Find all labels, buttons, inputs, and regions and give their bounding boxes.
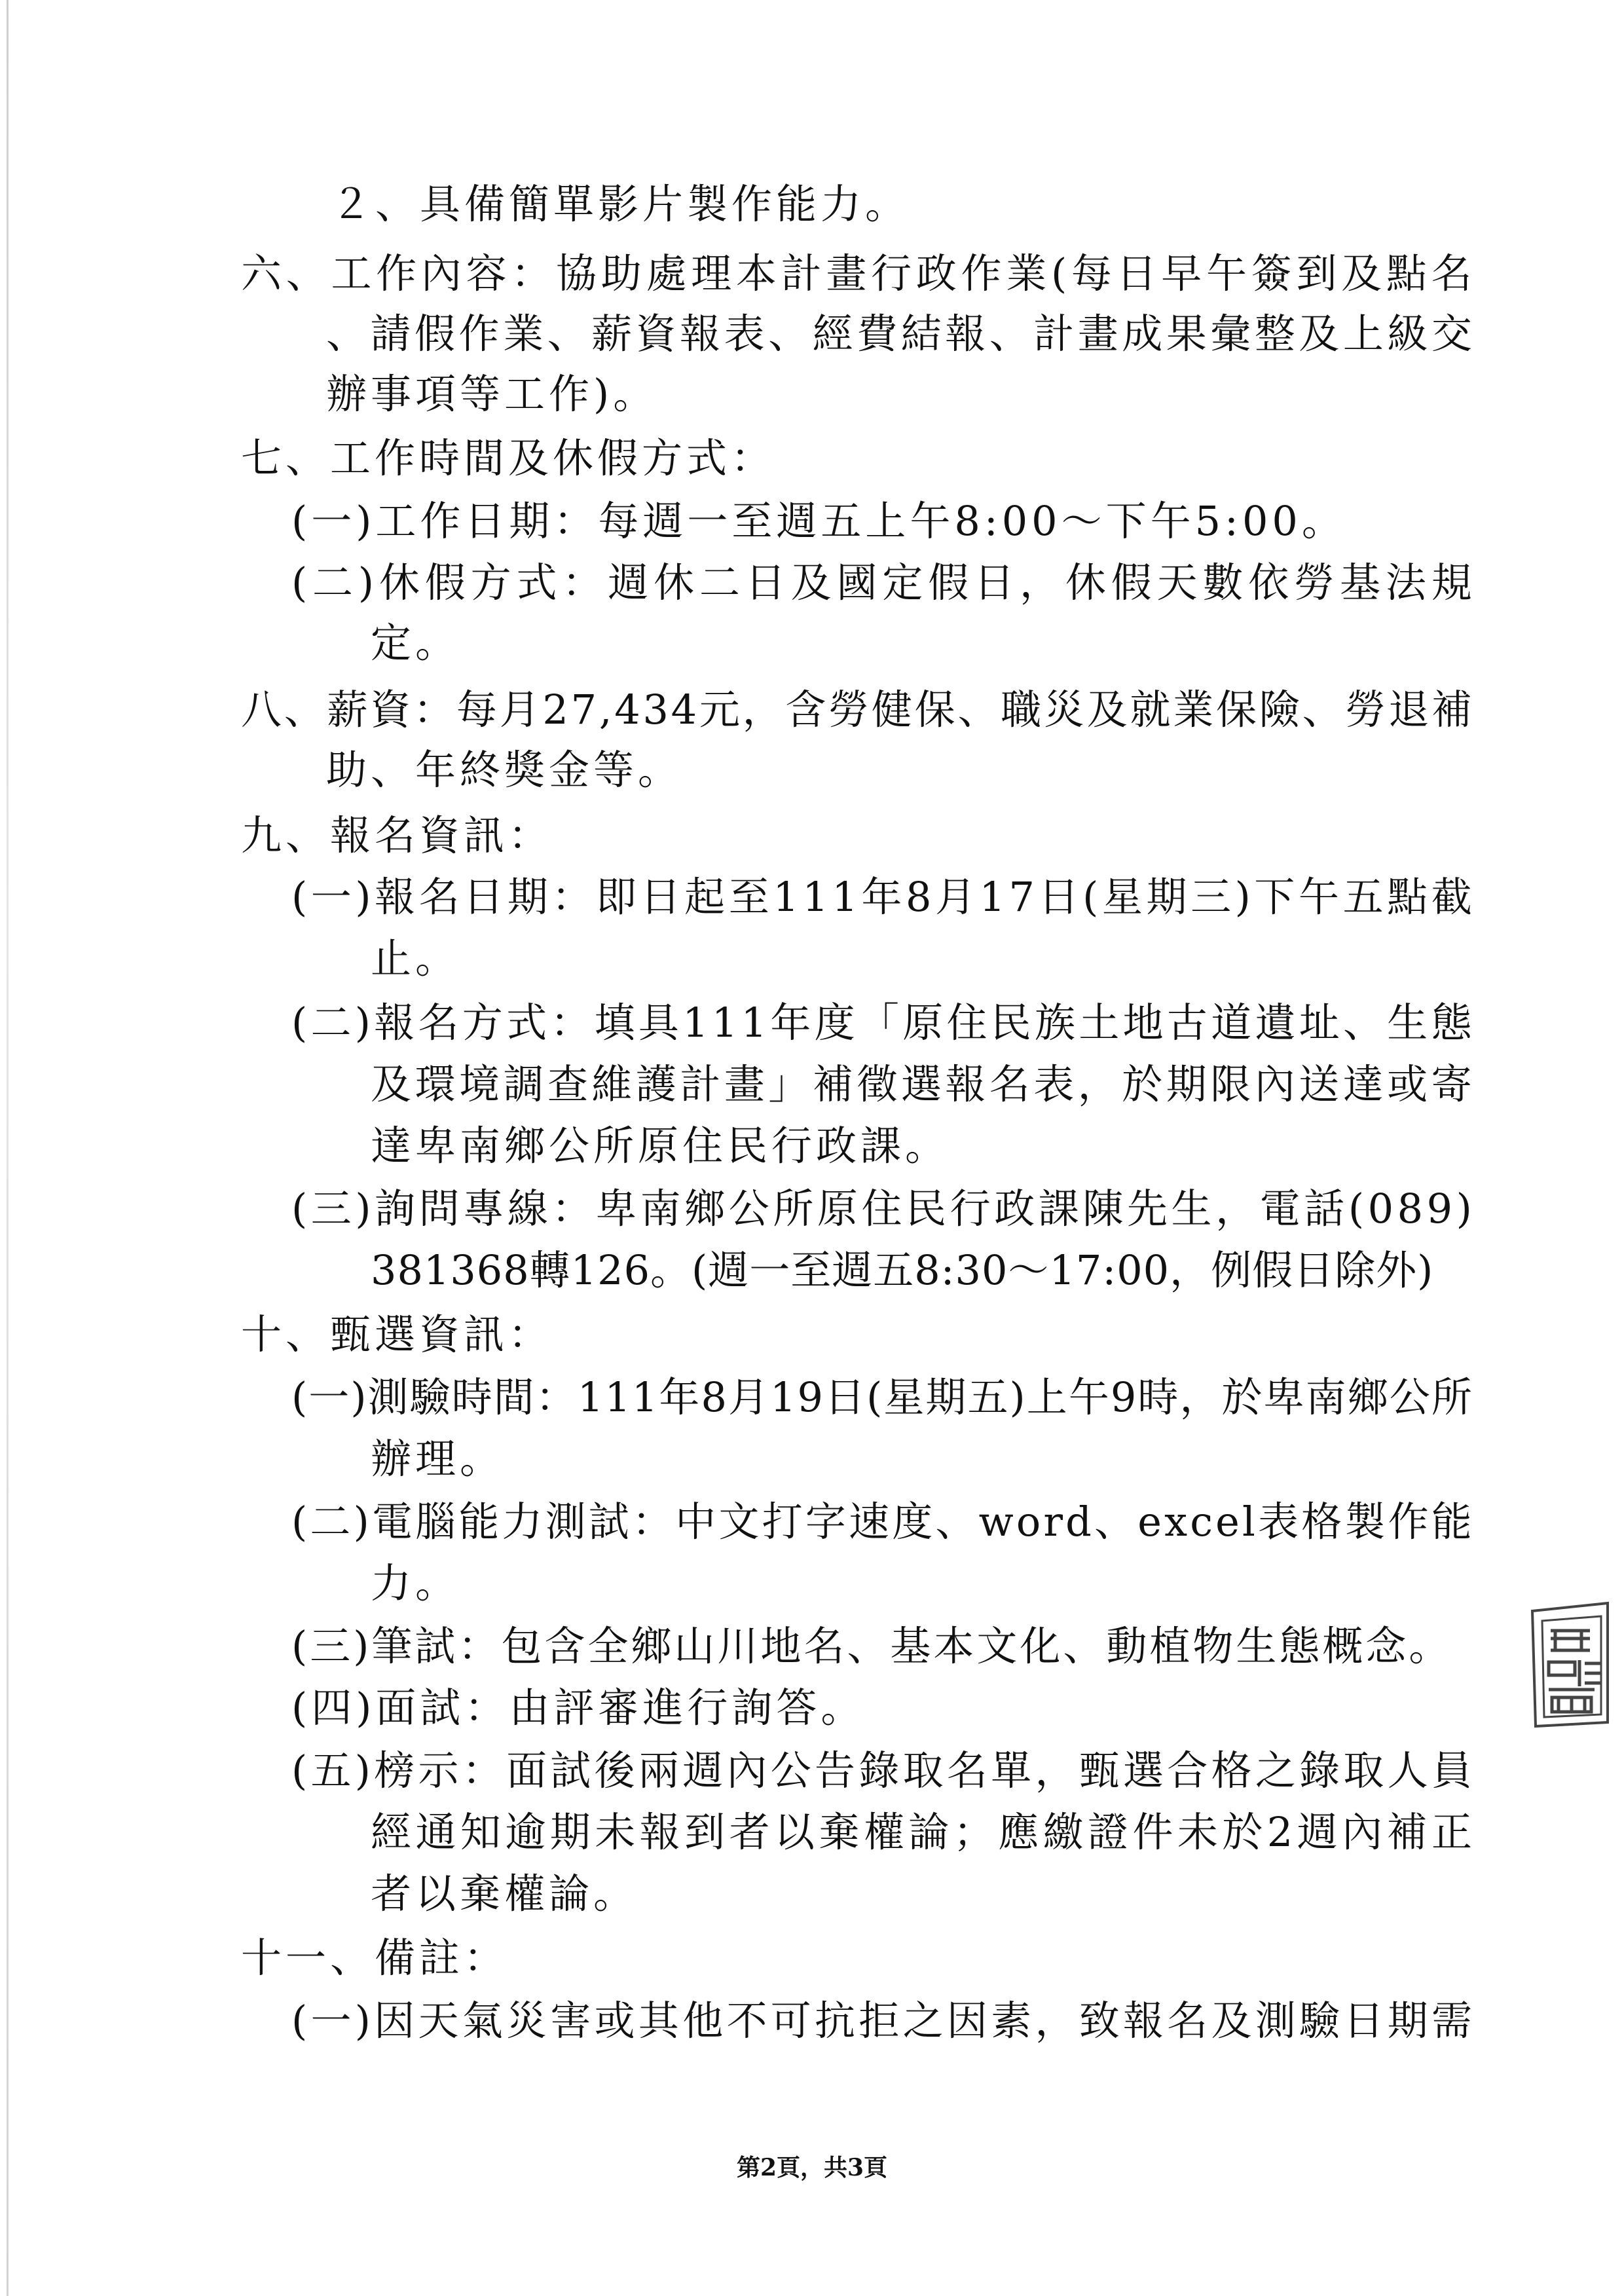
text-line-8: 定。 (371, 619, 460, 667)
text-line-9 (241, 684, 1472, 736)
text-line-13: 止。 (371, 935, 460, 982)
scan-edge-line (7, 0, 9, 2296)
text-line-28: 者以棄權論。 (371, 1870, 638, 1917)
text-line-19: 十、甄選資訊： (241, 1310, 553, 1358)
text-line-7 (291, 557, 1472, 609)
text-line-17-content: ( 三 ) 詢 問 專 線 ： 卑 南 鄉 公 所 原 住 民 行 政 課 陳 先 生 ， 電 話 ( 0 8 9 ) (291, 1185, 1472, 1232)
text-line-2 (241, 248, 1472, 300)
text-line-18: 381368轉126。(週一至週五8:30～17:00，例假日除外) (371, 1246, 1434, 1294)
text-line-30-content: ( 一 ) 因 天 氣 災 害 或 其 他 不 可 抗 拒 之 因 素 ， 致 報 名 及 測 驗 日 期 需 (291, 1997, 1472, 2045)
text-line-27-content: 經 通 知 逾 期 未 報 到 者 以 棄 權 論 ； 應 繳 證 件 未 於 2 週 內 補 正 (371, 1808, 1472, 1856)
text-line-21: 辦理。 (371, 1435, 505, 1483)
text-line-2-content: 六 、 工 作 內 容 ： 協 助 處 理 本 計 畫 行 政 作 業 ( 每 日 早 午 簽 到 及 點 名 (241, 250, 1472, 297)
text-line-12 (291, 871, 1472, 923)
text-line-6: (一)工作日期：每週一至週五上午8:00～下午5:00。 (291, 497, 1346, 545)
text-line-14 (291, 997, 1472, 1049)
text-line-14-content: ( 二 ) 報 名 方 式 ： 填 具 1 1 1 年 度 「 原 住 民 族 土 地 古 道 遺 址 、 生 態 (291, 999, 1472, 1046)
text-line-15 (371, 1058, 1472, 1111)
text-line-22-content: ( 二 ) 電 腦 能 力 測 試 ： 中 文 打 字 速 度 、 w o r d 、 e x c e l 表 格 製 作 能 (291, 1498, 1472, 1546)
text-line-12-content: ( 一 ) 報 名 日 期 ： 即 日 起 至 1 1 1 年 8 月 1 7 日 ( 星 期 三 ) 下 午 五 點 截 (291, 873, 1472, 921)
text-line-9-content: 八 、 薪 資 ： 每 月 2 7 , 4 3 4 元 ， 含 勞 健 保 、 職 災 及 就 業 保 險 、 勞 退 補 (241, 686, 1472, 733)
text-line-10: 助、年終獎金等。 (326, 746, 683, 794)
seal-stamp (1519, 1598, 1611, 1729)
text-line-5: 七、工作時間及休假方式： (241, 434, 776, 482)
seal-stamp-graphic (1519, 1598, 1611, 1729)
text-line-29: 十一、備註： (241, 1934, 509, 1982)
text-line-25: (四)面試：由評審進行詢答。 (291, 1684, 866, 1731)
text-line-30 (291, 1995, 1472, 2047)
text-line-27 (371, 1806, 1472, 1859)
text-line-20-content: ( 一 ) 測 驗 時 間 ： 1 1 1 年 8 月 1 9 日 ( 星 期 五 ) 上 午 9 時 ， 於 卑 南 鄉 公 所 (291, 1373, 1472, 1421)
text-line-7-content: ( 二 ) 休 假 方 式 ： 週 休 二 日 及 國 定 假 日 ， 休 假 天 數 依 勞 基 法 規 (291, 559, 1472, 606)
text-line-17 (291, 1183, 1472, 1235)
text-line-11: 九、報名資訊： (241, 811, 553, 859)
text-line-4: 辦事項等工作)。 (326, 370, 658, 418)
text-line-20 (291, 1371, 1472, 1424)
text-line-3 (326, 308, 1472, 360)
text-line-3-content: 、 請 假 作 業 、 薪 資 報 表 、 經 費 結 報 、 計 畫 成 果 彙 整 及 上 級 交 (326, 310, 1472, 358)
text-line-26 (291, 1745, 1472, 1797)
page-footer: 第2頁，共3頁 (736, 2154, 888, 2181)
text-line-26-content: ( 五 ) 榜 示 ： 面 試 後 兩 週 內 公 告 錄 取 名 單 ， 甄 選 合 格 之 錄 取 人 員 (291, 1747, 1472, 1794)
text-line-16: 達卑南鄉公所原住民行政課。 (371, 1122, 950, 1170)
text-line-22 (291, 1496, 1472, 1548)
text-line-1: ２、具備簡單影片製作能力。 (331, 180, 910, 228)
text-line-15-content: 及 環 境 調 查 維 護 計 畫 」 補 徵 選 報 名 表 ， 於 期 限 內 送 達 或 寄 (371, 1060, 1472, 1108)
text-line-23: 力。 (371, 1559, 460, 1607)
text-line-24: (三)筆試：包含全鄉山川地名、基本文化、動植物生態概念。 (291, 1622, 1452, 1670)
